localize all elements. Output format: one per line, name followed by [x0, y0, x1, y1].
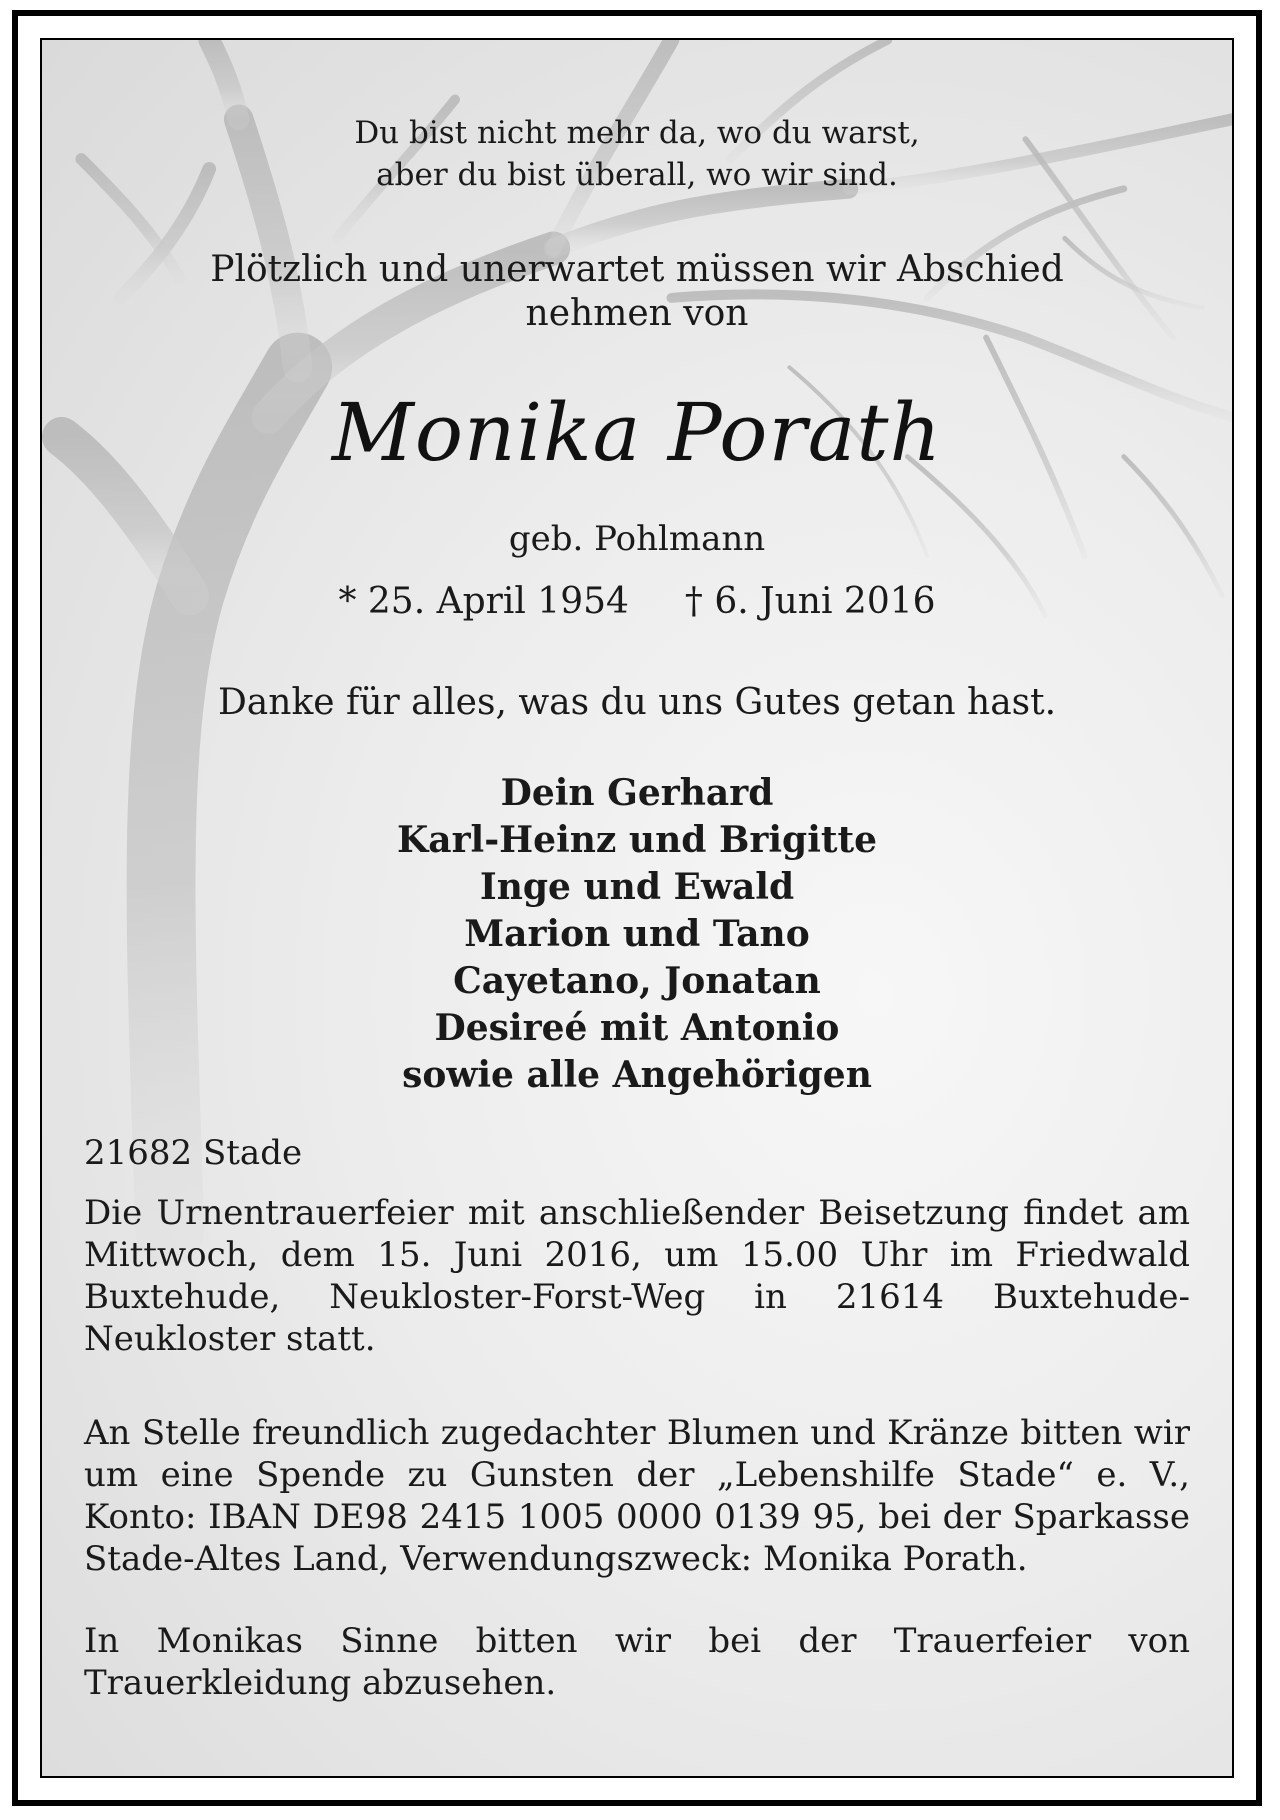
intro-line-1: Plötzlich und unerwartet müssen wir Abschied [210, 249, 1064, 290]
death-date: † 6. Juni 2016 [684, 581, 936, 622]
ceremony-paragraph: Die Urnentrauerfeier mit anschließender Beisetzung findet am Mittwoch, dem 15. Juni 2016, um 15.00 Uhr im Friedwald Buxtehude, Neukloster-Forst-Weg in 21614 Buxtehude-Neukloster statt. [84, 1193, 1190, 1359]
birth-date: * 25. April 1954 [338, 581, 629, 622]
quote-line-2: aber du bist überall, wo wir sind. [376, 157, 898, 193]
mourner-line: Cayetano, Jonatan [453, 960, 821, 1002]
mourner-line: sowie alle Angehörigen [402, 1054, 872, 1096]
obituary-content [42, 40, 1232, 1776]
mourner-line: Karl-Heinz und Brigitte [396, 819, 878, 861]
mourner-line: Dein Gerhard [500, 772, 774, 814]
maiden-name: geb. Pohlmann [508, 519, 766, 559]
intro-line-2: nehmen von [525, 293, 749, 334]
mourner-line: Marion und Tano [464, 913, 810, 955]
mourners-list [42, 770, 1232, 1099]
mourner-line: Inge und Ewald [479, 866, 795, 908]
announcement-intro [42, 248, 1232, 336]
mourner-line: Desireé mit Antonio [434, 1007, 840, 1049]
obituary-inner-frame [40, 38, 1234, 1778]
obituary-outer-frame [12, 10, 1262, 1806]
donation-paragraph: An Stelle freundlich zugedachter Blumen und Kränze bitten wir um eine Spende zu Gunsten der „Lebenshilfe Stade“ e. V., Konto: IBAN DE98 2415 1005 0000 0139 95, bei der Sparkasse Stade-Altes Land, Verwendungszweck: Monika Porath. [84, 1413, 1190, 1579]
quote-line-1: Du bist nicht mehr da, wo du warst, [354, 115, 920, 151]
memorial-quote [42, 112, 1232, 196]
city-line: 21682 Stade [84, 1133, 303, 1173]
dress-code-paragraph: In Monikas Sinne bitten wir bei der Trauerfeier von Trauerkleidung abzusehen. [84, 1621, 1190, 1703]
deceased-name: Monika Porath [331, 386, 943, 479]
life-dates [42, 580, 1232, 624]
thanks-line: Danke für alles, was du uns Gutes getan hast. [217, 682, 1057, 723]
